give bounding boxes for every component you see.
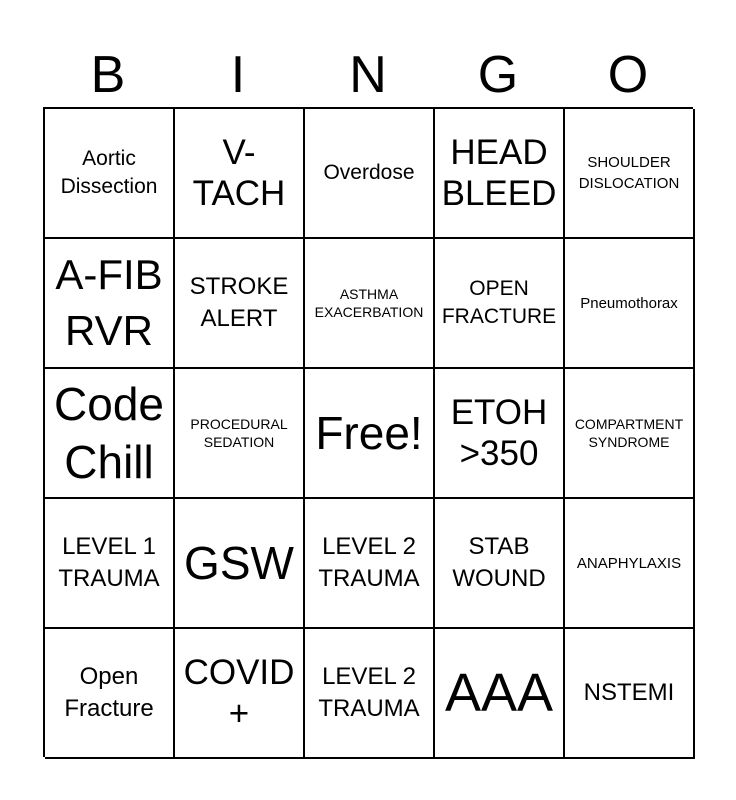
cell-label: STAB WOUND [452, 533, 546, 592]
header-letter-o: O [607, 46, 649, 104]
cell-label: OPEN FRACTURE [441, 277, 557, 328]
bingo-cell[interactable] [175, 499, 305, 629]
bingo-cell[interactable] [175, 629, 305, 759]
bingo-cell[interactable] [305, 499, 435, 629]
cell-label: ETOH >350 [450, 393, 548, 473]
bingo-cell[interactable] [175, 239, 305, 369]
bingo-cell[interactable] [305, 239, 435, 369]
header-letter-b: B [90, 46, 126, 104]
cell-label: Free! [315, 407, 423, 459]
bingo-header [43, 42, 693, 108]
bingo-cell[interactable] [45, 369, 175, 499]
cell-label: Open Fracture [64, 663, 154, 722]
cell-label: GSW [184, 537, 294, 589]
cell-label: Aortic Dissection [60, 147, 158, 198]
bingo-cell[interactable] [175, 369, 305, 499]
bingo-cell[interactable] [45, 109, 175, 239]
cell-label: PROCEDURAL SEDATION [190, 416, 288, 450]
bingo-cell[interactable] [305, 629, 435, 759]
bingo-cell[interactable] [435, 629, 565, 759]
bingo-cell[interactable] [565, 629, 695, 759]
bingo-cell[interactable] [565, 369, 695, 499]
bingo-cell[interactable] [45, 629, 175, 759]
cell-label: Code Chill [54, 378, 164, 488]
bingo-cell[interactable] [435, 239, 565, 369]
cell-label: NSTEMI [583, 679, 675, 706]
cell-label: STROKE ALERT [189, 273, 289, 332]
bingo-cell[interactable] [435, 109, 565, 239]
cell-label: AAA [444, 663, 554, 723]
header-letter-n: N [349, 46, 387, 104]
header-letter-g: G [477, 46, 519, 104]
cell-label: V-TACH [192, 133, 286, 213]
header-letter-i: I [230, 46, 246, 104]
bingo-cell[interactable] [45, 499, 175, 629]
bingo-cell[interactable] [175, 109, 305, 239]
bingo-cell[interactable] [435, 499, 565, 629]
cell-label: LEVEL 2 TRAUMA [318, 533, 420, 592]
cell-label: LEVEL 2 TRAUMA [318, 663, 420, 722]
cell-label: COVID + [183, 653, 295, 733]
cell-label: HEAD BLEED [441, 133, 557, 213]
cell-label: ANAPHYLAXIS [576, 554, 682, 572]
bingo-cell[interactable] [565, 239, 695, 369]
cell-label: A-FIB RVR [55, 251, 163, 354]
cell-label: SHOULDER DISLOCATION [578, 154, 680, 192]
bingo-cell[interactable] [45, 239, 175, 369]
cell-label: LEVEL 1 TRAUMA [58, 533, 160, 592]
bingo-cell[interactable] [565, 109, 695, 239]
bingo-cell[interactable] [305, 369, 435, 499]
cell-label: ASTHMA EXACERBATION [314, 286, 424, 320]
bingo-cell[interactable] [435, 369, 565, 499]
cell-label: COMPARTMENT SYNDROME [574, 416, 684, 450]
bingo-cell[interactable] [305, 109, 435, 239]
bingo-cell[interactable] [565, 499, 695, 629]
cell-label: Overdose [323, 161, 415, 184]
bingo-board [43, 107, 693, 757]
cell-label: Pneumothorax [580, 294, 678, 312]
